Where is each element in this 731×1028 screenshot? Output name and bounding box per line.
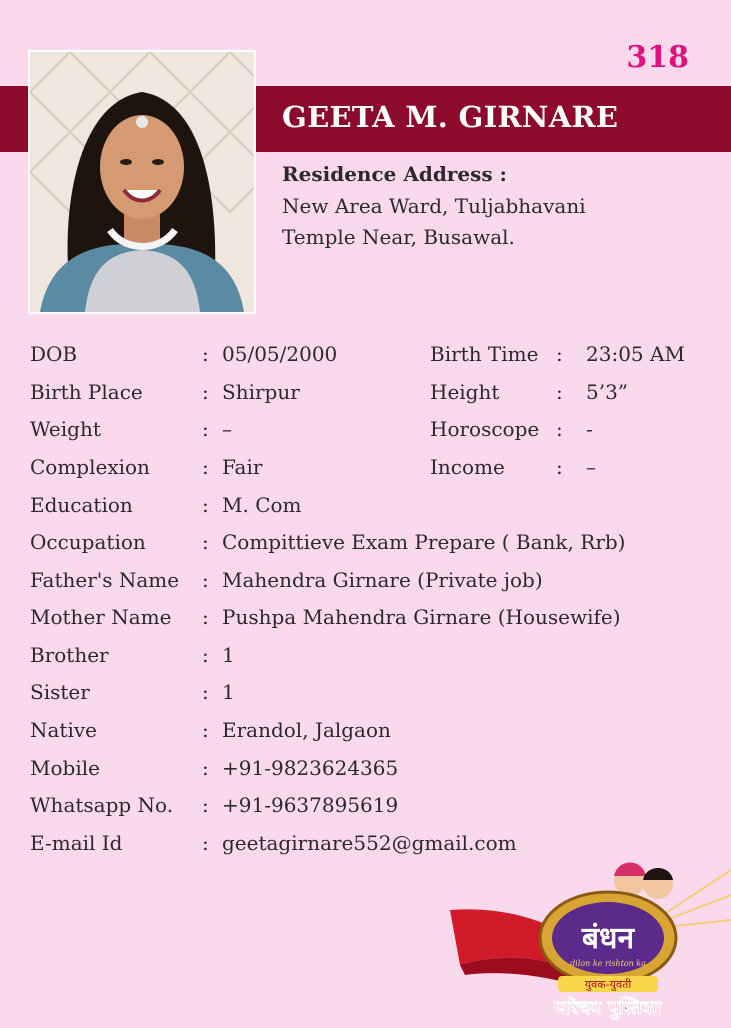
- detail-label: Sister: [30, 680, 90, 704]
- detail-colon: :: [202, 380, 209, 404]
- detail-colon: :: [202, 530, 209, 554]
- detail-colon: :: [556, 417, 563, 441]
- detail-label: Brother: [30, 643, 109, 667]
- detail-label: Weight: [30, 417, 101, 441]
- detail-value: geetagirnare552@gmail.com: [222, 831, 517, 855]
- detail-label: Birth Time: [430, 342, 539, 366]
- detail-label: E-mail Id: [30, 831, 123, 855]
- detail-colon: :: [202, 643, 209, 667]
- page-number: 318: [626, 40, 689, 75]
- detail-value: +91-9637895619: [222, 793, 399, 817]
- detail-value: M. Com: [222, 493, 302, 517]
- logo-subtitle: युवक-युवती: [584, 978, 632, 991]
- detail-label: Birth Place: [30, 380, 143, 404]
- detail-value: -: [586, 417, 593, 441]
- detail-value: +91-9823624365: [222, 756, 399, 780]
- detail-value: 23:05 AM: [586, 342, 685, 366]
- detail-value: Compittieve Exam Prepare ( Bank, Rrb): [222, 530, 626, 554]
- profile-photo: [28, 50, 256, 314]
- detail-colon: :: [202, 756, 209, 780]
- detail-value: –: [586, 455, 596, 479]
- detail-colon: :: [202, 568, 209, 592]
- detail-label: Height: [430, 380, 500, 404]
- detail-colon: :: [202, 605, 209, 629]
- detail-value: Fair: [222, 455, 263, 479]
- detail-colon: :: [202, 793, 209, 817]
- logo-title: बंधन: [581, 921, 635, 956]
- detail-value: Erandol, Jalgaon: [222, 718, 391, 742]
- detail-label: Horoscope: [430, 417, 540, 441]
- detail-colon: :: [202, 493, 209, 517]
- address-title: Residence Address :: [282, 162, 507, 186]
- detail-value: 1: [222, 680, 235, 704]
- detail-value: Shirpur: [222, 380, 300, 404]
- detail-colon: :: [556, 455, 563, 479]
- bandhan-logo: [440, 850, 731, 1024]
- detail-value: Pushpa Mahendra Girnare (Housewife): [222, 605, 621, 629]
- detail-label: Whatsapp No.: [30, 793, 174, 817]
- detail-value: 05/05/2000: [222, 342, 338, 366]
- detail-value: 1: [222, 643, 235, 667]
- address-line-2: Temple Near, Busawal.: [282, 225, 515, 249]
- detail-label: Occupation: [30, 530, 146, 554]
- logo-tagline: dilon ke rishton ka: [570, 959, 646, 968]
- detail-colon: :: [202, 417, 209, 441]
- detail-label: Income: [430, 455, 505, 479]
- detail-value: –: [222, 417, 232, 441]
- detail-colon: :: [556, 380, 563, 404]
- detail-label: Native: [30, 718, 97, 742]
- detail-label: Mobile: [30, 756, 100, 780]
- detail-colon: :: [202, 831, 209, 855]
- detail-label: Complexion: [30, 455, 150, 479]
- detail-value: 5’3”: [586, 380, 629, 404]
- detail-colon: :: [202, 718, 209, 742]
- detail-label: Education: [30, 493, 133, 517]
- detail-colon: :: [202, 455, 209, 479]
- address-line-1: New Area Ward, Tuljabhavani: [282, 194, 586, 218]
- detail-label: Mother Name: [30, 605, 172, 629]
- detail-label: Father's Name: [30, 568, 180, 592]
- detail-colon: :: [556, 342, 563, 366]
- logo-bottom-text: परिचय पुस्तिका: [554, 997, 662, 1019]
- profile-name: GEETA M. GIRNARE: [282, 100, 619, 134]
- detail-value: Mahendra Girnare (Private job): [222, 568, 543, 592]
- detail-colon: :: [202, 342, 209, 366]
- detail-label: DOB: [30, 342, 78, 366]
- detail-colon: :: [202, 680, 209, 704]
